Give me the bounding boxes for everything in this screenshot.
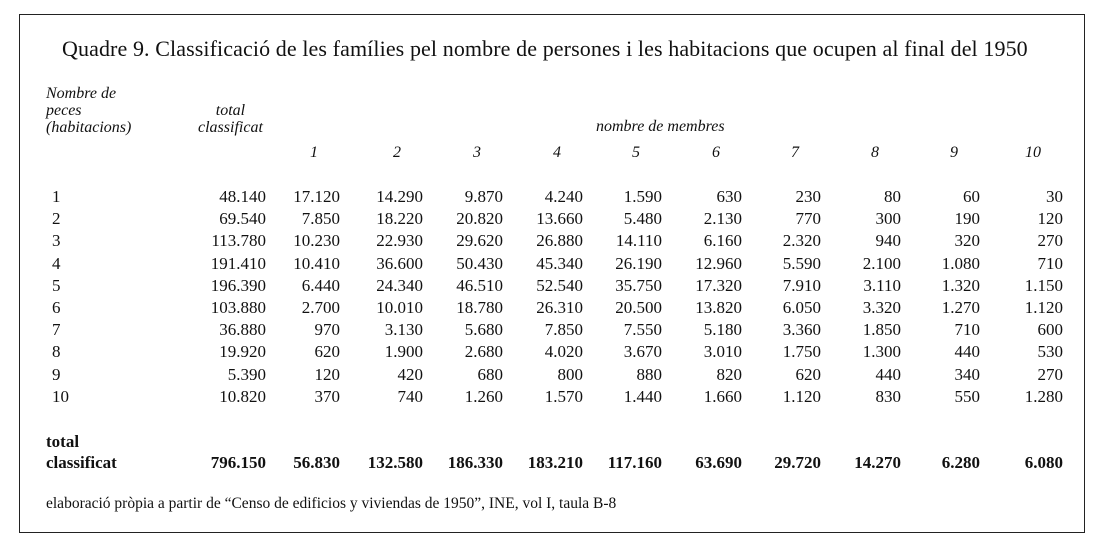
value-cell: 1.300 (862, 342, 901, 362)
value-cell: 5.480 (623, 209, 662, 229)
totals-table (38, 452, 1063, 474)
members-group-header: nombre de membres (596, 118, 725, 135)
value-cell: 7.550 (623, 320, 662, 340)
total-cell: 5.390 (227, 364, 266, 384)
rooms-cell: 5 (52, 275, 61, 295)
value-cell: 18.220 (376, 209, 423, 229)
value-cell: 2.100 (862, 253, 901, 273)
value-cell: 3.360 (782, 320, 821, 340)
value-cell: 120 (314, 364, 340, 384)
value-cell: 20.500 (615, 298, 662, 318)
value-cell: 1.570 (544, 386, 583, 406)
value-cell: 3.010 (703, 342, 742, 362)
column-total-cell: 63.690 (695, 453, 742, 472)
rooms-cell: 10 (52, 386, 69, 406)
value-cell: 1.590 (623, 187, 662, 207)
value-cell: 530 (1037, 342, 1063, 362)
value-cell: 26.880 (536, 231, 583, 251)
value-cell: 550 (954, 386, 980, 406)
member-column-number: 6 (712, 144, 720, 161)
column-total-cell: 6.080 (1024, 453, 1063, 472)
value-cell: 3.320 (862, 298, 901, 318)
table-row (38, 230, 1063, 252)
value-cell: 1.320 (941, 275, 980, 295)
value-cell: 36.600 (376, 253, 423, 273)
member-column-number: 8 (871, 144, 879, 161)
total-cell: 196.390 (210, 275, 266, 295)
value-cell: 2.680 (464, 342, 503, 362)
value-cell: 14.110 (615, 231, 662, 251)
value-cell: 2.320 (782, 231, 821, 251)
value-cell: 52.540 (536, 275, 583, 295)
value-cell: 710 (954, 320, 980, 340)
value-cell: 22.930 (376, 231, 423, 251)
total-cell: 103.880 (210, 298, 266, 318)
rooms-cell: 7 (52, 320, 61, 340)
rooms-cell: 3 (52, 231, 61, 251)
total-cell: 113.780 (211, 231, 266, 251)
value-cell: 710 (1037, 253, 1063, 273)
value-cell: 10.410 (293, 253, 340, 273)
value-cell: 120 (1037, 209, 1063, 229)
value-cell: 1.280 (1024, 386, 1063, 406)
value-cell: 830 (875, 386, 901, 406)
value-cell: 820 (716, 364, 742, 384)
column-total-cell: 14.270 (854, 453, 901, 472)
value-cell: 6.160 (703, 231, 742, 251)
value-cell: 24.340 (376, 275, 423, 295)
value-cell: 14.290 (376, 187, 423, 207)
value-cell: 13.660 (536, 209, 583, 229)
table-row (38, 186, 1063, 208)
value-cell: 5.180 (703, 320, 742, 340)
value-cell: 5.680 (464, 320, 503, 340)
total-cell: 10.820 (219, 386, 266, 406)
value-cell: 4.240 (544, 187, 583, 207)
member-column-number: 9 (950, 144, 958, 161)
total-column-header (198, 102, 263, 136)
member-column-number: 3 (473, 144, 481, 161)
total-cell: 191.410 (210, 253, 266, 273)
value-cell: 880 (636, 364, 662, 384)
value-cell: 7.910 (782, 275, 821, 295)
value-cell: 30 (1046, 187, 1063, 207)
value-cell: 2.700 (301, 298, 340, 318)
value-cell: 1.900 (384, 342, 423, 362)
value-cell: 29.620 (456, 231, 503, 251)
value-cell: 3.110 (863, 275, 901, 295)
table-title: Quadre 9. Classificació de les famílies pel nombre de persones i les habitacions que ocupen al final del 1950 (62, 36, 1028, 61)
column-total-cell: 6.280 (941, 453, 980, 472)
value-cell: 680 (477, 364, 503, 384)
table-row (38, 253, 1063, 275)
value-cell: 6.050 (782, 298, 821, 318)
value-cell: 630 (716, 187, 742, 207)
value-cell: 10.010 (376, 298, 423, 318)
table-row (38, 297, 1063, 319)
value-cell: 35.750 (615, 275, 662, 295)
data-table (38, 186, 1063, 408)
rooms-cell: 6 (52, 298, 61, 318)
value-cell: 26.190 (615, 253, 662, 273)
value-cell: 740 (397, 386, 423, 406)
total-row-label-line: total (46, 432, 80, 451)
member-column-number: 2 (393, 144, 401, 161)
total-cell: 36.880 (219, 320, 266, 340)
value-cell: 1.120 (1024, 298, 1063, 318)
value-cell: 230 (795, 187, 821, 207)
total-cell: 19.920 (219, 342, 266, 362)
value-cell: 7.850 (301, 209, 340, 229)
column-total-cell: 56.830 (293, 453, 340, 472)
member-column-number: 1 (310, 144, 318, 161)
value-cell: 1.120 (782, 386, 821, 406)
member-column-number: 7 (791, 144, 799, 161)
value-cell: 1.260 (464, 386, 503, 406)
total-header-line: classificat (198, 119, 263, 136)
value-cell: 1.850 (862, 320, 901, 340)
value-cell: 4.020 (544, 342, 583, 362)
value-cell: 1.150 (1024, 275, 1063, 295)
value-cell: 26.310 (536, 298, 583, 318)
value-cell: 370 (314, 386, 340, 406)
table-row (38, 386, 1063, 408)
value-cell: 6.440 (301, 275, 340, 295)
value-cell: 60 (963, 187, 980, 207)
value-cell: 940 (875, 231, 901, 251)
value-cell: 190 (954, 209, 980, 229)
member-column-number: 10 (1025, 144, 1041, 161)
value-cell: 270 (1037, 364, 1063, 384)
value-cell: 270 (1037, 231, 1063, 251)
value-cell: 440 (875, 364, 901, 384)
total-cell: 69.540 (219, 209, 266, 229)
table-row (38, 208, 1063, 230)
rooms-header-line: (habitacions) (46, 119, 132, 136)
rooms-header-line: Nombre de (46, 85, 117, 102)
rooms-column-header (46, 85, 131, 136)
value-cell: 5.590 (782, 253, 821, 273)
value-cell: 620 (795, 364, 821, 384)
value-cell: 1.270 (941, 298, 980, 318)
value-cell: 17.320 (695, 275, 742, 295)
rooms-cell: 1 (52, 187, 61, 207)
value-cell: 440 (954, 342, 980, 362)
table-row (38, 319, 1063, 341)
member-column-number: 5 (632, 144, 640, 161)
value-cell: 20.820 (456, 209, 503, 229)
table-row (38, 275, 1063, 297)
rooms-cell: 9 (52, 364, 61, 384)
value-cell: 3.670 (623, 342, 662, 362)
rooms-cell: 8 (52, 342, 61, 362)
value-cell: 340 (954, 364, 980, 384)
column-total-cell: 186.330 (447, 453, 503, 472)
column-total-cell: 29.720 (774, 453, 821, 472)
value-cell: 600 (1037, 320, 1063, 340)
value-cell: 1.080 (941, 253, 980, 273)
value-cell: 45.340 (536, 253, 583, 273)
value-cell: 1.750 (782, 342, 821, 362)
column-total-cell: 132.580 (367, 453, 423, 472)
totals-row (38, 452, 1063, 474)
value-cell: 12.960 (695, 253, 742, 273)
value-cell: 970 (314, 320, 340, 340)
value-cell: 17.120 (293, 187, 340, 207)
member-column-number: 4 (553, 144, 561, 161)
total-row-label (46, 432, 79, 452)
value-cell: 7.850 (544, 320, 583, 340)
value-cell: 50.430 (456, 253, 503, 273)
value-cell: 300 (875, 209, 901, 229)
value-cell: 320 (954, 231, 980, 251)
source-note: elaboració pròpia a partir de “Censo de edificios y viviendas de 1950”, INE, vol I, taula B-8 (46, 495, 617, 512)
value-cell: 800 (557, 364, 583, 384)
value-cell: 9.870 (464, 187, 503, 207)
rooms-cell: 4 (52, 253, 61, 273)
column-total-cell: 117.160 (607, 453, 662, 472)
grand-total-cell: 796.150 (210, 453, 266, 472)
value-cell: 13.820 (695, 298, 742, 318)
value-cell: 80 (884, 187, 901, 207)
value-cell: 18.780 (456, 298, 503, 318)
value-cell: 770 (795, 209, 821, 229)
table-row (38, 364, 1063, 386)
total-cell: 48.140 (219, 187, 266, 207)
value-cell: 1.660 (703, 386, 742, 406)
total-header-line: total (215, 102, 246, 119)
totals-row-label: classificat (46, 453, 117, 472)
column-total-cell: 183.210 (527, 453, 583, 472)
rooms-header-line: peces (46, 102, 82, 119)
rooms-cell: 2 (52, 209, 61, 229)
value-cell: 420 (397, 364, 423, 384)
value-cell: 3.130 (384, 320, 423, 340)
value-cell: 46.510 (456, 275, 503, 295)
value-cell: 10.230 (293, 231, 340, 251)
value-cell: 2.130 (703, 209, 742, 229)
value-cell: 1.440 (623, 386, 662, 406)
value-cell: 620 (314, 342, 340, 362)
table-row (38, 341, 1063, 363)
